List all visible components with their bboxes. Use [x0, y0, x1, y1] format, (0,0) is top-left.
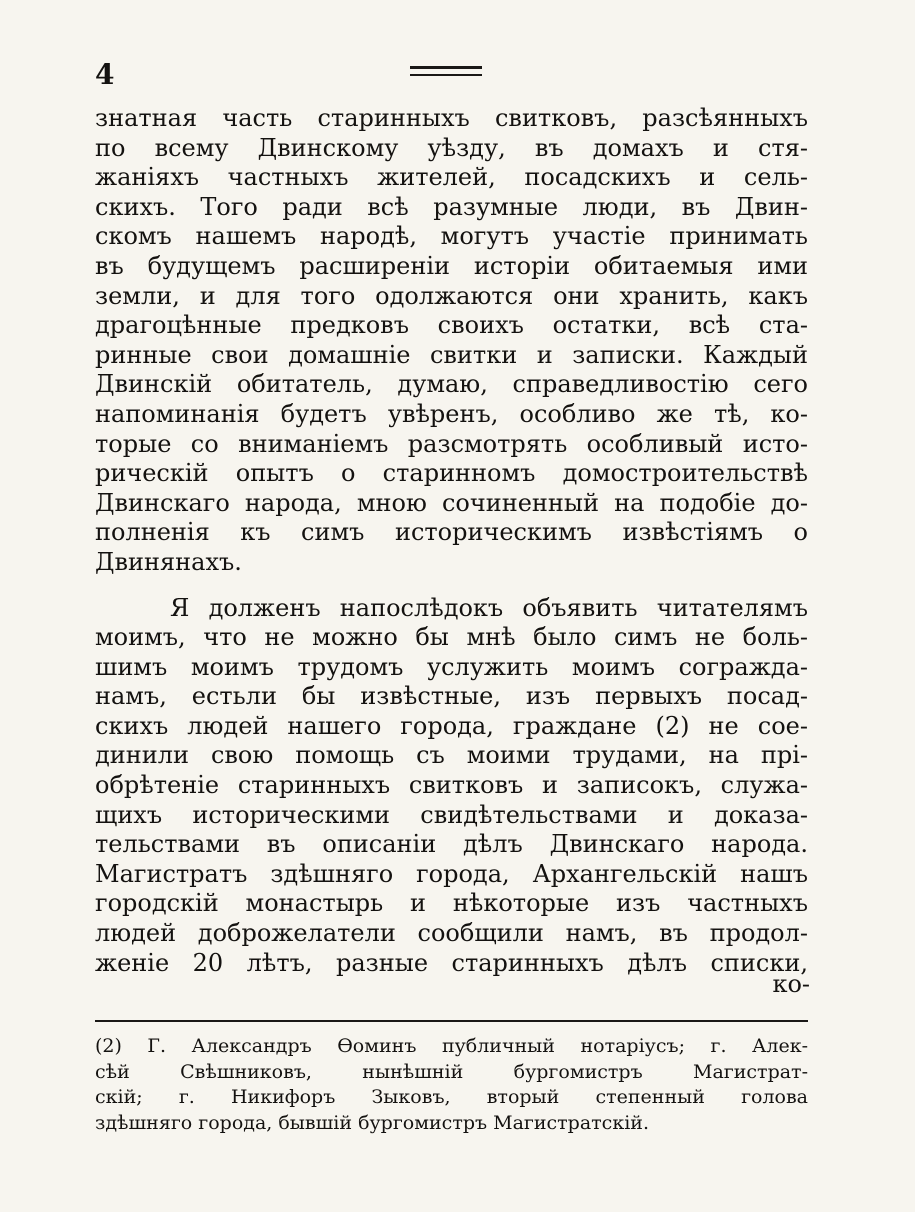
- text-line: шимъ моимъ трудомъ услужить моимъ согражда-: [95, 652, 808, 681]
- text-line: Двинянахъ.: [95, 547, 242, 576]
- text-line: драгоцѣнные предковъ своихъ остатки, всѣ ста-: [95, 311, 808, 340]
- text-line: ринные свои домашніе свитки и записки. Каждый: [95, 340, 808, 369]
- text-line: городскій монастырь и нѣкоторые изъ частныхъ: [95, 889, 808, 918]
- footnote: [95, 1034, 808, 1136]
- text-line: скомъ нашемъ народѣ, могутъ участіе принимать: [95, 222, 808, 251]
- text-line: напоминанія будетъ увѣренъ, особливо же тѣ, ко-: [95, 399, 808, 428]
- text-line: щихъ историческими свидѣтельствами и доказа-: [95, 800, 808, 829]
- text-line: скихъ людей нашего города, граждане (2) не сое-: [95, 711, 808, 740]
- text-line: динили свою помощь съ моими трудами, на прі-: [95, 741, 808, 770]
- paragraph-2: [95, 594, 808, 979]
- text-line: обрѣтеніе старинныхъ свитковъ и записокъ, служа-: [95, 771, 808, 800]
- text-line: скихъ. Того ради всѣ разумные люди, въ Двин-: [95, 192, 808, 221]
- text-line: въ будущемъ расширеніи исторіи обитаемыя ими: [95, 251, 808, 280]
- page-number: 4: [95, 58, 115, 91]
- text-line: Двинскаго народа, мною сочиненный на подобіе до-: [95, 488, 808, 517]
- text-line: Я долженъ напослѣдокъ объявить читателямъ: [170, 593, 808, 622]
- text-line: полненія къ симъ историческимъ извѣстіямъ о: [95, 518, 808, 547]
- text-line: намъ, естьли бы извѣстные, изъ первыхъ посад-: [95, 682, 808, 711]
- footnote-line: сѣй Свѣшниковъ, нынѣшній бургомистръ Магистрат-: [95, 1060, 808, 1083]
- text-line: рическій опытъ о старинномъ домостроительствѣ: [95, 459, 808, 488]
- footnote-line: скій; г. Никифоръ Зыковъ, вторый степенный голова: [95, 1086, 808, 1108]
- footnote-line: (2) Г. Александръ Ѳоминъ публичный нотаріусъ; г. Алек-: [95, 1035, 808, 1057]
- text-line: земли, и для того одолжаются они хранить, какъ: [95, 281, 808, 310]
- text-line: Двинскій обитатель, думаю, справедливостію сего: [95, 370, 808, 399]
- paragraph-1: [95, 104, 808, 578]
- main-text: [95, 104, 808, 978]
- text-line: по всему Двинскому уѣзду, въ домахъ и стя-: [95, 133, 808, 162]
- text-line: моимъ, что не можно бы мнѣ было симъ не боль-: [95, 623, 808, 652]
- text-line: жаніяхъ частныхъ жителей, посадскихъ и сель-: [95, 163, 808, 192]
- catchword: ко-: [772, 970, 810, 998]
- footnote-rule: [95, 1020, 808, 1022]
- text-line: людей доброжелатели сообщили намъ, въ продол-: [95, 919, 808, 948]
- footnote-line: здѣшняго города, бывшій бургомистръ Магистратскій.: [95, 1111, 649, 1134]
- text-line: Магистратъ здѣшняго города, Архангельскій нашъ: [95, 859, 808, 888]
- text-line: тельствами въ описаніи дѣлъ Двинскаго народа.: [95, 830, 808, 859]
- text-line: женіе 20 лѣтъ, разные старинныхъ дѣлъ списки,: [95, 948, 808, 977]
- paragraph-gap: [95, 578, 808, 594]
- header-rule: [410, 66, 482, 76]
- text-line: знатная часть старинныхъ свитковъ, разсѣянныхъ: [95, 104, 808, 132]
- text-line: торые со вниманіемъ разсмотрять особливый исто-: [95, 429, 808, 458]
